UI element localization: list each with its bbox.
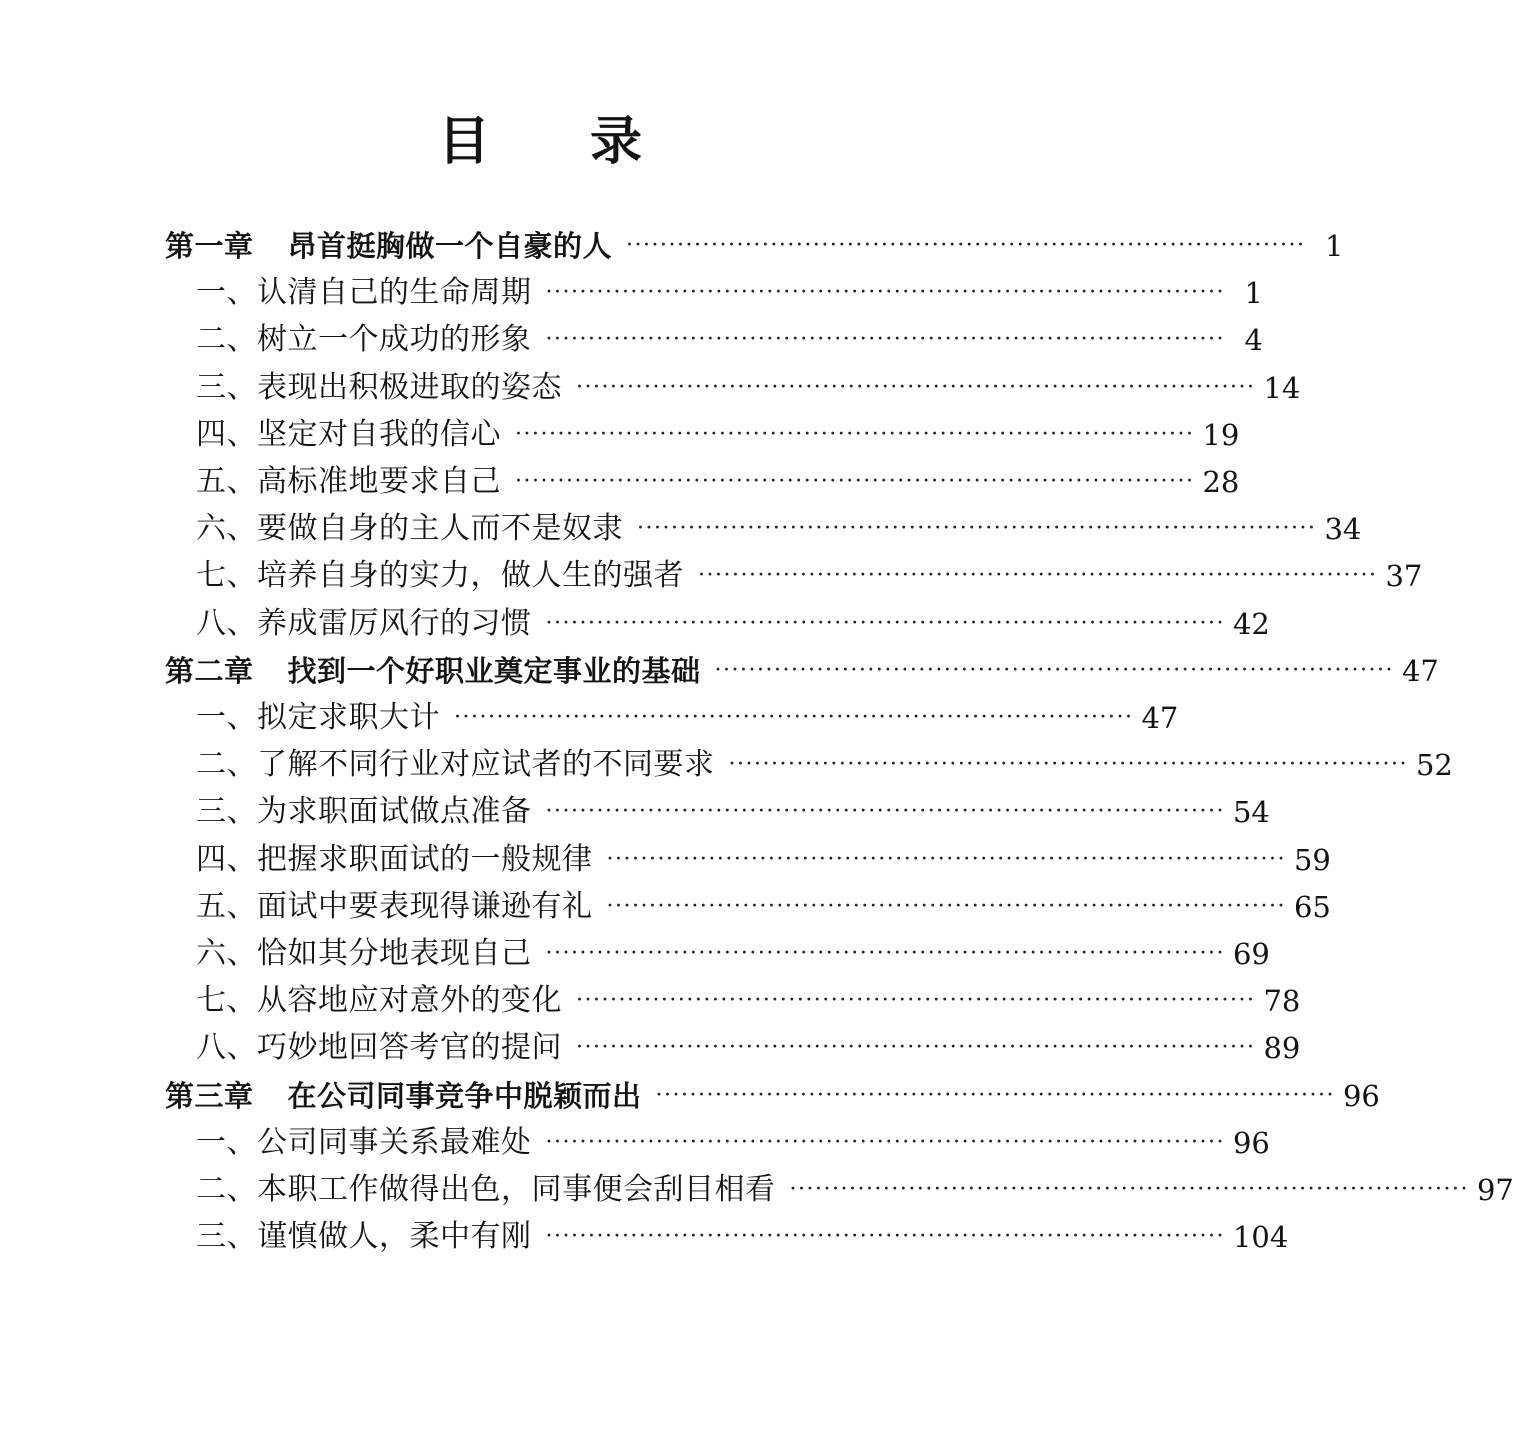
section-title: 四、坚定对自我的信心 bbox=[196, 416, 501, 452]
chapter-number: 第一章 bbox=[165, 229, 254, 263]
toc-section-row bbox=[196, 316, 1263, 360]
title-char-1: 目 bbox=[437, 111, 490, 172]
dot-leader: ················································································ bbox=[606, 846, 1286, 872]
page-number: 65 bbox=[1293, 889, 1331, 924]
chapter-label: 找到一个好职业奠定事业的基础 bbox=[287, 653, 701, 688]
dot-leader: ················································································ bbox=[606, 893, 1286, 919]
toc-section-row bbox=[196, 600, 1270, 644]
toc-section-row bbox=[196, 1213, 1289, 1257]
toc-section-row bbox=[196, 1119, 1270, 1163]
page-number: 69 bbox=[1232, 937, 1270, 971]
toc-section-row bbox=[196, 1024, 1301, 1068]
section-title: 四、把握求职面试的一般规律 bbox=[196, 841, 593, 877]
chapter-title bbox=[165, 1076, 642, 1116]
chapter-number: 第二章 bbox=[165, 653, 254, 688]
section-title: 五、高标准地要求自己 bbox=[196, 464, 501, 499]
toc-section-row bbox=[196, 977, 1301, 1021]
dot-leader: ················································································ bbox=[714, 657, 1394, 683]
section-title: 二、本职工作做得出色，同事便会刮目相看 bbox=[196, 1172, 776, 1207]
dot-leader: ················································································ bbox=[576, 988, 1256, 1014]
page-number: 14 bbox=[1263, 370, 1301, 405]
dot-leader: ················································································ bbox=[789, 1177, 1469, 1202]
dot-leader: ················································································ bbox=[626, 233, 1306, 258]
page-number: 47 bbox=[1141, 701, 1179, 735]
toc-section-row bbox=[196, 1166, 1514, 1210]
toc-section-row bbox=[196, 552, 1423, 596]
dot-leader: ················································································ bbox=[698, 563, 1378, 589]
toc-section-row bbox=[196, 883, 1331, 927]
dot-leader: ················································································ bbox=[655, 1082, 1335, 1108]
dot-leader: ················································································ bbox=[515, 421, 1195, 447]
page-number: 78 bbox=[1263, 984, 1301, 1019]
page-number: 1 bbox=[1244, 276, 1263, 311]
dot-leader: ················································································ bbox=[637, 516, 1317, 542]
section-title: 七、培养自身的实力，做人生的强者 bbox=[196, 558, 684, 594]
title-char-2: 录 bbox=[590, 111, 643, 172]
toc-section-row bbox=[196, 694, 1179, 738]
dot-leader: ················································································ bbox=[545, 610, 1225, 636]
dot-leader: ················································································ bbox=[545, 280, 1225, 306]
page-number: 47 bbox=[1401, 653, 1439, 688]
page-number: 1 bbox=[1325, 229, 1344, 263]
section-title: 八、养成雷厉风行的习惯 bbox=[196, 605, 532, 641]
section-title: 三、为求职面试做点准备 bbox=[196, 794, 532, 830]
section-title: 三、表现出积极进取的姿态 bbox=[196, 369, 562, 405]
chapter-title bbox=[165, 651, 701, 691]
page-number: 4 bbox=[1244, 323, 1263, 358]
toc-section-row bbox=[196, 788, 1270, 832]
toc-section-row bbox=[196, 836, 1331, 880]
toc-chapter-row bbox=[165, 1072, 1380, 1116]
page-number: 89 bbox=[1263, 1031, 1301, 1066]
page-number: 54 bbox=[1232, 795, 1270, 830]
section-title: 三、谨慎做人，柔中有刚 bbox=[196, 1219, 532, 1255]
page-number: 34 bbox=[1324, 512, 1362, 547]
dot-leader: ················································································ bbox=[545, 1224, 1225, 1250]
dot-leader: ················································································ bbox=[728, 752, 1408, 778]
section-title: 一、公司同事关系最难处 bbox=[196, 1124, 532, 1160]
page-number: 19 bbox=[1202, 417, 1240, 452]
toc-section-row bbox=[196, 411, 1240, 455]
dot-leader: ················································································ bbox=[545, 799, 1225, 825]
toc-chapter-row bbox=[165, 222, 1344, 266]
toc-section-row bbox=[196, 364, 1301, 408]
chapter-number: 第三章 bbox=[165, 1078, 254, 1113]
chapter-label: 在公司同事竞争中脱颖而出 bbox=[287, 1078, 642, 1113]
section-title: 五、面试中要表现得谦逊有礼 bbox=[196, 888, 593, 924]
page-number: 37 bbox=[1385, 559, 1423, 594]
chapter-label: 昂首挺胸做一个自豪的人 bbox=[287, 229, 613, 263]
toc-section-row bbox=[196, 458, 1240, 502]
dot-leader: ················································································ bbox=[515, 469, 1195, 494]
page-title bbox=[0, 112, 1080, 172]
page-number: 59 bbox=[1293, 842, 1331, 877]
dot-leader: ················································································ bbox=[576, 1035, 1256, 1061]
dot-leader: ················································································ bbox=[454, 705, 1134, 730]
section-title: 六、要做自身的主人而不是奴隶 bbox=[196, 511, 623, 547]
section-title: 二、树立一个成功的形象 bbox=[196, 322, 532, 358]
page-number: 97 bbox=[1476, 1173, 1514, 1207]
toc-chapter-row bbox=[165, 647, 1439, 691]
section-title: 一、认清自己的生命周期 bbox=[196, 275, 532, 311]
chapter-title bbox=[165, 226, 612, 266]
dot-leader: ················································································ bbox=[545, 941, 1225, 966]
dot-leader: ················································································ bbox=[545, 1129, 1225, 1155]
section-title: 七、从容地应对意外的变化 bbox=[196, 983, 562, 1019]
section-title: 八、巧妙地回答考官的提问 bbox=[196, 1030, 562, 1066]
section-title: 六、恰如其分地表现自己 bbox=[196, 936, 532, 971]
page-number: 104 bbox=[1232, 1220, 1289, 1255]
toc-section-row bbox=[196, 505, 1362, 549]
dot-leader: ················································································ bbox=[545, 327, 1225, 353]
section-title: 一、拟定求职大计 bbox=[196, 700, 440, 735]
toc-section-row bbox=[196, 741, 1453, 785]
page-number: 28 bbox=[1202, 465, 1240, 499]
page-number: 96 bbox=[1232, 1125, 1270, 1160]
section-title: 二、了解不同行业对应试者的不同要求 bbox=[196, 747, 715, 783]
toc-section-row bbox=[196, 930, 1270, 974]
page-number: 42 bbox=[1232, 606, 1270, 641]
dot-leader: ················································································ bbox=[576, 374, 1256, 400]
page-number: 96 bbox=[1342, 1078, 1380, 1113]
page-number: 52 bbox=[1415, 748, 1453, 783]
toc-section-row bbox=[196, 269, 1263, 313]
